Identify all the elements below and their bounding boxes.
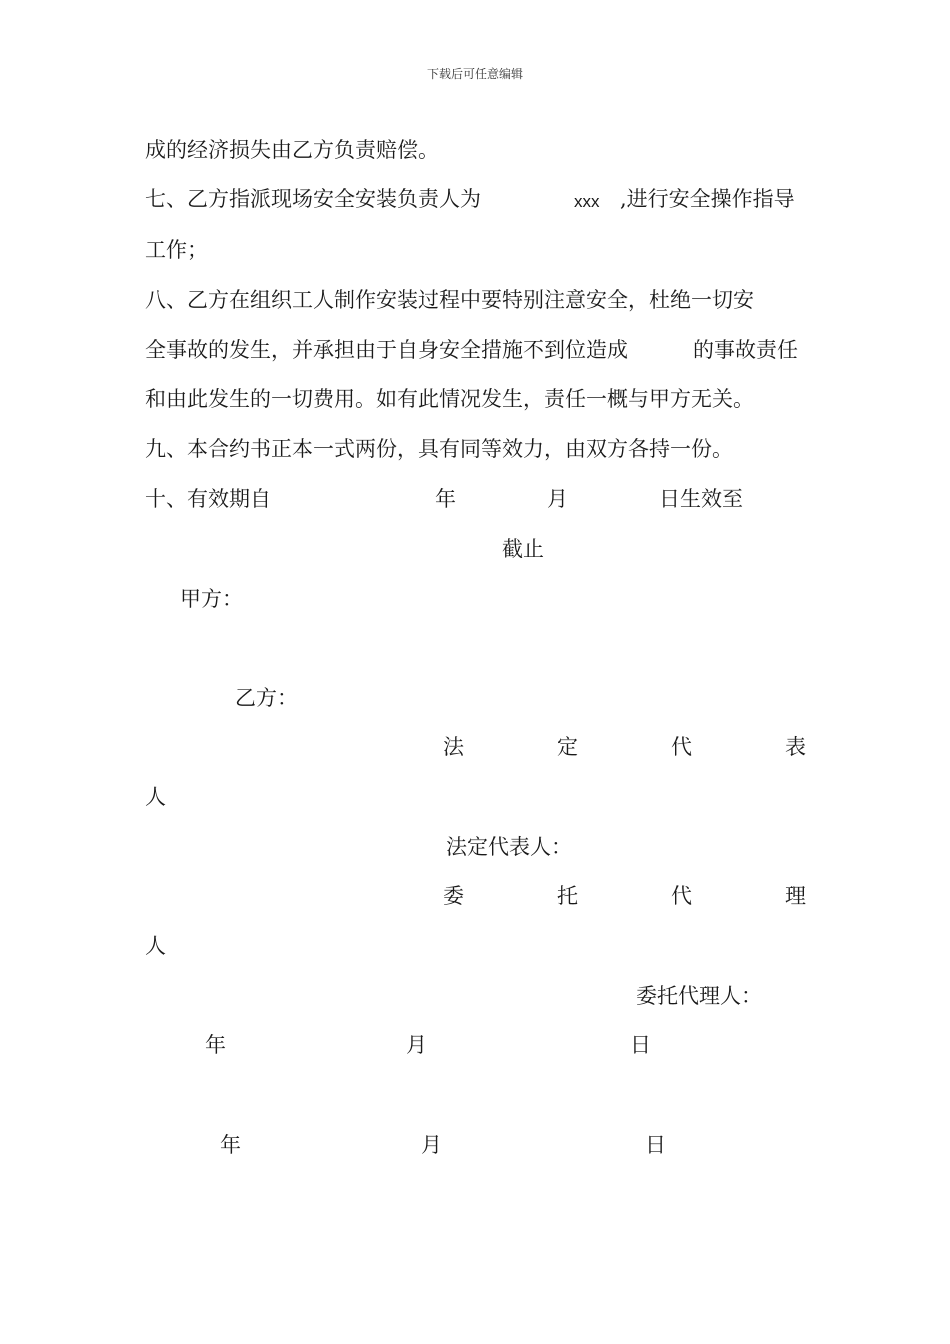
legal-rep-char: 表 bbox=[785, 735, 806, 759]
agent-char: 委 bbox=[443, 884, 464, 908]
date-day: 日 bbox=[645, 1133, 666, 1157]
legal-rep-char: 代 bbox=[671, 735, 692, 759]
paragraph-line: 全事故的发生，并承担由于自身安全措施不到位造成 bbox=[145, 338, 628, 362]
clause-7-text-continued: ,进行安全操作指导 bbox=[620, 187, 795, 211]
date-month: 月 bbox=[406, 1033, 427, 1057]
clause-10-text: 十、有效期自 bbox=[145, 487, 271, 511]
agent-char: 代 bbox=[671, 884, 692, 908]
day-effective-label: 日生效至 bbox=[659, 487, 743, 511]
agent-label: 委托代理人： bbox=[636, 984, 762, 1008]
clause-8-text: 八、乙方在组织工人制作安装过程中要特别注意安全，杜绝一切安 bbox=[145, 288, 754, 312]
expiry-label: 截止 bbox=[502, 537, 544, 561]
paragraph-line-continued: 的事故责任 bbox=[693, 338, 798, 362]
safety-officer-name: xxx bbox=[574, 192, 600, 211]
page-header: 下载后可任意编辑 bbox=[427, 67, 524, 81]
clause-9-text: 九、本合约书正本一式两份，具有同等效力，由双方各持一份。 bbox=[145, 437, 733, 461]
party-a-label: 甲方： bbox=[180, 587, 243, 611]
legal-rep-label: 法定代表人： bbox=[446, 835, 572, 859]
paragraph-line: 成的经济损失由乙方负责赔偿。 bbox=[145, 138, 439, 162]
date-year: 年 bbox=[220, 1133, 241, 1157]
legal-rep-char: 法 bbox=[443, 735, 464, 759]
agent-char: 托 bbox=[557, 884, 578, 908]
paragraph-line: 工作； bbox=[145, 238, 208, 262]
date-year: 年 bbox=[205, 1033, 226, 1057]
paragraph-line: 和由此发生的一切费用。如有此情况发生，责任一概与甲方无关。 bbox=[145, 387, 754, 411]
month-label: 月 bbox=[547, 487, 568, 511]
date-day: 日 bbox=[630, 1033, 651, 1057]
party-b-label: 乙方： bbox=[235, 686, 298, 710]
date-month: 月 bbox=[421, 1133, 442, 1157]
agent-char: 理 bbox=[785, 884, 806, 908]
legal-rep-char-tail: 人 bbox=[145, 785, 166, 809]
year-label: 年 bbox=[435, 487, 456, 511]
agent-char-tail: 人 bbox=[145, 934, 166, 958]
legal-rep-char: 定 bbox=[557, 735, 578, 759]
clause-7-text: 七、乙方指派现场安全安装负责人为 bbox=[145, 187, 481, 211]
